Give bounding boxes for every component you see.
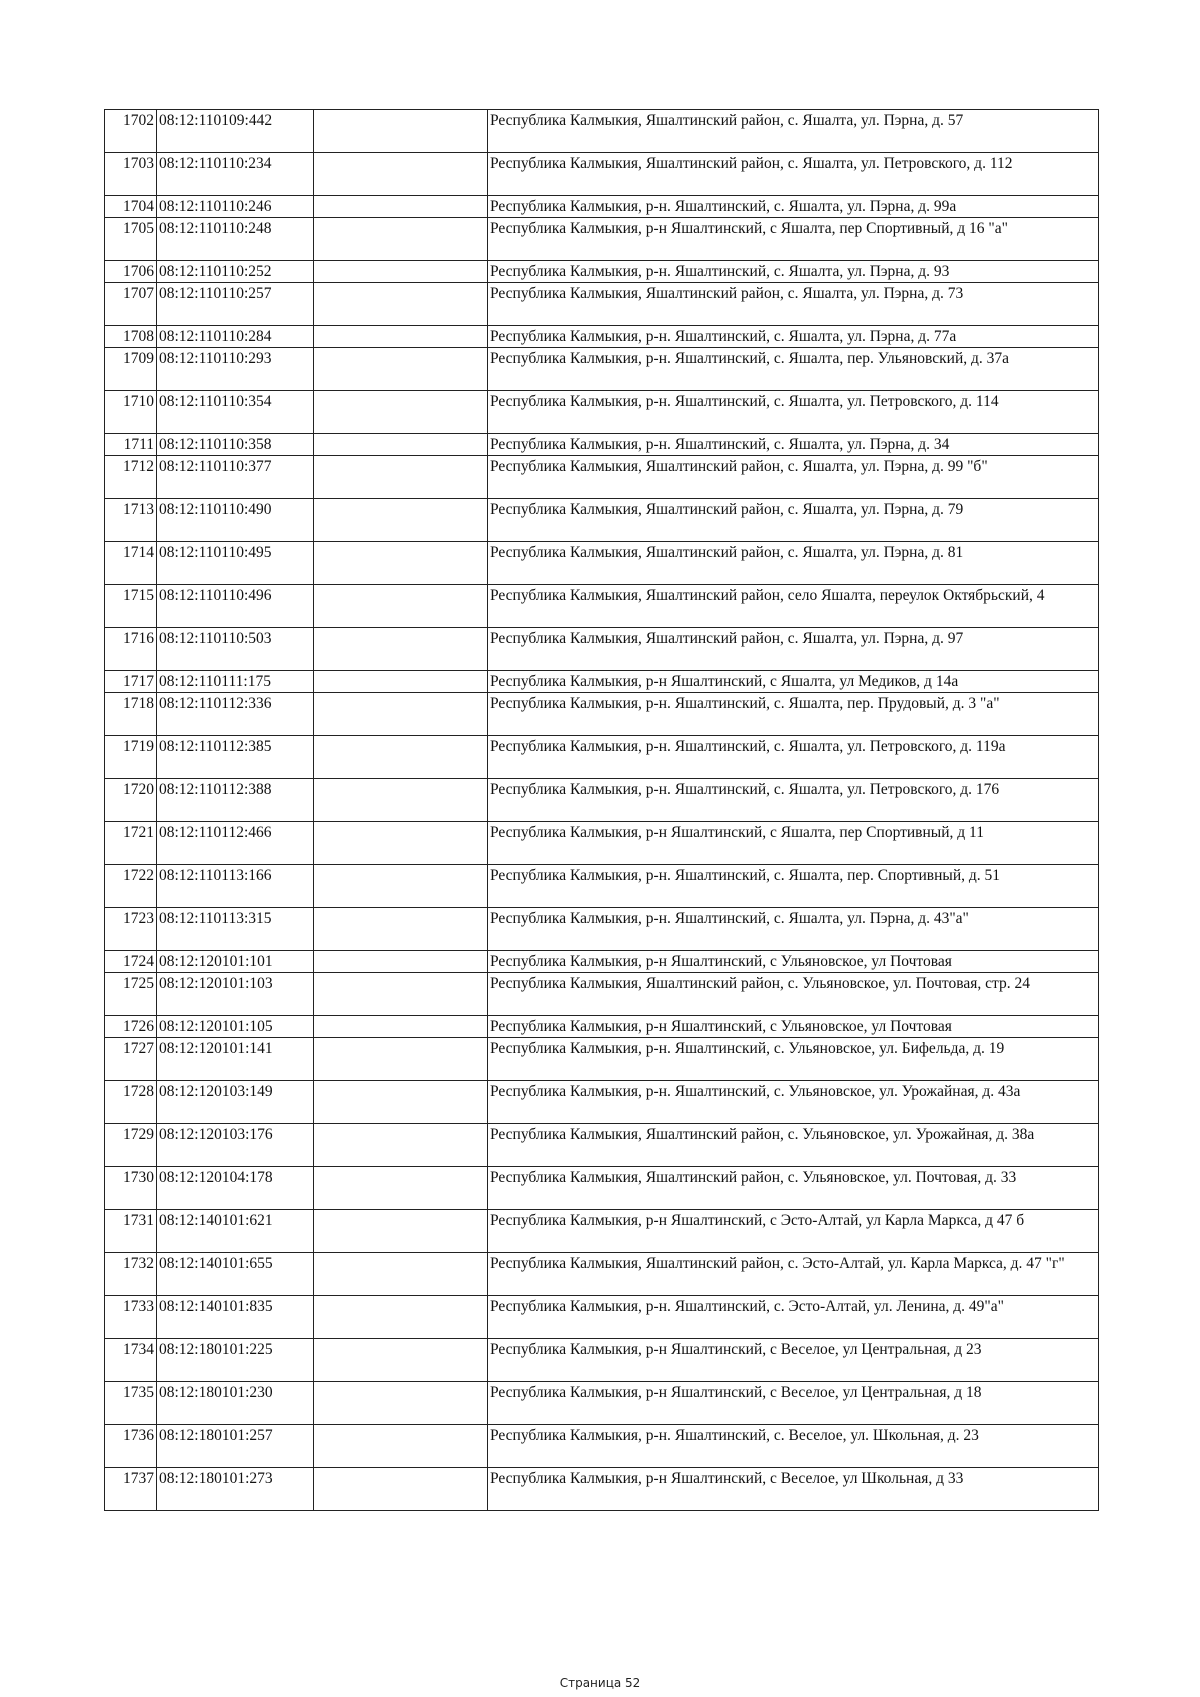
address-cell: Республика Калмыкия, р-н. Яшалтинский, с. Яшалта, ул. Пэрна, д. 43"а"	[488, 908, 1099, 951]
address-cell: Республика Калмыкия, Яшалтинский район, с. Яшалта, ул. Пэрна, д. 79	[488, 499, 1099, 542]
cadastral-number-cell: 08:12:140101:655	[157, 1253, 314, 1296]
empty-cell	[314, 671, 488, 693]
address-cell: Республика Калмыкия, р-н Яшалтинский, с Веселое, ул Центральная, д 18	[488, 1382, 1099, 1425]
empty-cell	[314, 628, 488, 671]
empty-cell	[314, 283, 488, 326]
empty-cell	[314, 1210, 488, 1253]
cadastral-number-cell: 08:12:110113:166	[157, 865, 314, 908]
empty-cell	[314, 218, 488, 261]
row-number-cell: 1702	[105, 110, 157, 153]
cadastral-number-cell: 08:12:110113:315	[157, 908, 314, 951]
table-row	[105, 326, 1099, 348]
row-number-cell: 1718	[105, 693, 157, 736]
registry-table	[104, 109, 1099, 1511]
row-number-cell: 1717	[105, 671, 157, 693]
empty-cell	[314, 1167, 488, 1210]
empty-cell	[314, 326, 488, 348]
row-number-cell: 1705	[105, 218, 157, 261]
address-cell: Республика Калмыкия, р-н Яшалтинский, с Яшалта, пер Спортивный, д 11	[488, 822, 1099, 865]
row-number-cell: 1716	[105, 628, 157, 671]
table-row	[105, 456, 1099, 499]
empty-cell	[314, 499, 488, 542]
address-cell: Республика Калмыкия, р-н Яшалтинский, с Ульяновское, ул Почтовая	[488, 951, 1099, 973]
address-cell: Республика Калмыкия, р-н. Яшалтинский, с. Яшалта, ул. Пэрна, д. 99а	[488, 196, 1099, 218]
cadastral-number-cell: 08:12:110110:490	[157, 499, 314, 542]
table-row	[105, 736, 1099, 779]
address-cell: Республика Калмыкия, р-н Яшалтинский, с Веселое, ул Школьная, д 33	[488, 1468, 1099, 1511]
table-row	[105, 973, 1099, 1016]
row-number-cell: 1713	[105, 499, 157, 542]
table-row	[105, 908, 1099, 951]
empty-cell	[314, 153, 488, 196]
empty-cell	[314, 348, 488, 391]
cadastral-number-cell: 08:12:110110:234	[157, 153, 314, 196]
empty-cell	[314, 585, 488, 628]
table-row	[105, 951, 1099, 973]
table-row	[105, 542, 1099, 585]
address-cell: Республика Калмыкия, р-н Яшалтинский, с Эсто-Алтай, ул Карла Маркса, д 47 б	[488, 1210, 1099, 1253]
cadastral-number-cell: 08:12:110112:336	[157, 693, 314, 736]
cadastral-number-cell: 08:12:110110:248	[157, 218, 314, 261]
cadastral-number-cell: 08:12:110110:358	[157, 434, 314, 456]
address-cell: Республика Калмыкия, р-н. Яшалтинский, с. Эсто-Алтай, ул. Ленина, д. 49"а"	[488, 1296, 1099, 1339]
address-cell: Республика Калмыкия, р-н. Яшалтинский, с. Яшалта, ул. Пэрна, д. 34	[488, 434, 1099, 456]
row-number-cell: 1732	[105, 1253, 157, 1296]
address-cell: Республика Калмыкия, р-н. Яшалтинский, с. Яшалта, ул. Петровского, д. 114	[488, 391, 1099, 434]
empty-cell	[314, 456, 488, 499]
row-number-cell: 1722	[105, 865, 157, 908]
cadastral-number-cell: 08:12:120103:176	[157, 1124, 314, 1167]
address-cell: Республика Калмыкия, р-н. Яшалтинский, с. Веселое, ул. Школьная, д. 23	[488, 1425, 1099, 1468]
table-row	[105, 283, 1099, 326]
empty-cell	[314, 1016, 488, 1038]
table-row	[105, 1167, 1099, 1210]
empty-cell	[314, 693, 488, 736]
address-cell: Республика Калмыкия, р-н Яшалтинский, с Яшалта, пер Спортивный, д 16 "а"	[488, 218, 1099, 261]
address-cell: Республика Калмыкия, Яшалтинский район, с. Яшалта, ул. Пэрна, д. 99 "б"	[488, 456, 1099, 499]
empty-cell	[314, 1038, 488, 1081]
table-row	[105, 671, 1099, 693]
empty-cell	[314, 1124, 488, 1167]
row-number-cell: 1729	[105, 1124, 157, 1167]
page-number-label: Страница 52	[559, 1676, 641, 1690]
cadastral-number-cell: 08:12:110110:377	[157, 456, 314, 499]
empty-cell	[314, 908, 488, 951]
row-number-cell: 1726	[105, 1016, 157, 1038]
row-number-cell: 1723	[105, 908, 157, 951]
empty-cell	[314, 1425, 488, 1468]
address-cell: Республика Калмыкия, Яшалтинский район, с. Яшалта, ул. Петровского, д. 112	[488, 153, 1099, 196]
table-row	[105, 1016, 1099, 1038]
cadastral-number-cell: 08:12:110110:257	[157, 283, 314, 326]
empty-cell	[314, 973, 488, 1016]
row-number-cell: 1733	[105, 1296, 157, 1339]
address-cell: Республика Калмыкия, р-н. Яшалтинский, с. Яшалта, ул. Пэрна, д. 93	[488, 261, 1099, 283]
cadastral-number-cell: 08:12:120103:149	[157, 1081, 314, 1124]
table-row	[105, 1425, 1099, 1468]
address-cell: Республика Калмыкия, р-н Яшалтинский, с Веселое, ул Центральная, д 23	[488, 1339, 1099, 1382]
empty-cell	[314, 779, 488, 822]
cadastral-number-cell: 08:12:120101:103	[157, 973, 314, 1016]
cadastral-number-cell: 08:12:110110:252	[157, 261, 314, 283]
cadastral-number-cell: 08:12:120101:105	[157, 1016, 314, 1038]
cadastral-number-cell: 08:12:180101:257	[157, 1425, 314, 1468]
address-cell: Республика Калмыкия, Яшалтинский район, с. Яшалта, ул. Пэрна, д. 97	[488, 628, 1099, 671]
cadastral-number-cell: 08:12:140101:621	[157, 1210, 314, 1253]
table-row	[105, 822, 1099, 865]
row-number-cell: 1720	[105, 779, 157, 822]
table-row	[105, 434, 1099, 456]
table-row	[105, 779, 1099, 822]
empty-cell	[314, 822, 488, 865]
table-row	[105, 1468, 1099, 1511]
address-cell: Республика Калмыкия, р-н Яшалтинский, с Ульяновское, ул Почтовая	[488, 1016, 1099, 1038]
empty-cell	[314, 1081, 488, 1124]
row-number-cell: 1714	[105, 542, 157, 585]
cadastral-number-cell: 08:12:120104:178	[157, 1167, 314, 1210]
address-cell: Республика Калмыкия, р-н. Яшалтинский, с. Ульяновское, ул. Бифельда, д. 19	[488, 1038, 1099, 1081]
table-row	[105, 348, 1099, 391]
empty-cell	[314, 434, 488, 456]
cadastral-number-cell: 08:12:110110:354	[157, 391, 314, 434]
address-cell: Республика Калмыкия, р-н. Яшалтинский, с. Яшалта, ул. Пэрна, д. 77а	[488, 326, 1099, 348]
empty-cell	[314, 1253, 488, 1296]
address-cell: Республика Калмыкия, р-н. Яшалтинский, с. Яшалта, пер. Прудовый, д. 3 "а"	[488, 693, 1099, 736]
table-row	[105, 693, 1099, 736]
row-number-cell: 1715	[105, 585, 157, 628]
table-row	[105, 196, 1099, 218]
table-row	[105, 218, 1099, 261]
table-row	[105, 628, 1099, 671]
table-row	[105, 1210, 1099, 1253]
empty-cell	[314, 736, 488, 779]
row-number-cell: 1735	[105, 1382, 157, 1425]
row-number-cell: 1704	[105, 196, 157, 218]
row-number-cell: 1703	[105, 153, 157, 196]
address-cell: Республика Калмыкия, Яшалтинский район, с. Яшалта, ул. Пэрна, д. 57	[488, 110, 1099, 153]
table-row	[105, 1382, 1099, 1425]
address-cell: Республика Калмыкия, Яшалтинский район, с. Яшалта, ул. Пэрна, д. 73	[488, 283, 1099, 326]
empty-cell	[314, 1296, 488, 1339]
cadastral-number-cell: 08:12:180101:230	[157, 1382, 314, 1425]
row-number-cell: 1709	[105, 348, 157, 391]
cadastral-number-cell: 08:12:110112:385	[157, 736, 314, 779]
row-number-cell: 1737	[105, 1468, 157, 1511]
cadastral-number-cell: 08:12:180101:273	[157, 1468, 314, 1511]
table-row	[105, 110, 1099, 153]
address-cell: Республика Калмыкия, р-н. Яшалтинский, с. Яшалта, ул. Петровского, д. 176	[488, 779, 1099, 822]
row-number-cell: 1706	[105, 261, 157, 283]
address-cell: Республика Калмыкия, Яшалтинский район, с. Ульяновское, ул. Почтовая, д. 33	[488, 1167, 1099, 1210]
table-row	[105, 153, 1099, 196]
table-row	[105, 261, 1099, 283]
address-cell: Республика Калмыкия, р-н. Яшалтинский, с. Ульяновское, ул. Урожайная, д. 43а	[488, 1081, 1099, 1124]
empty-cell	[314, 542, 488, 585]
cadastral-number-cell: 08:12:110112:466	[157, 822, 314, 865]
table-row	[105, 1296, 1099, 1339]
registry-table-body	[105, 110, 1099, 1511]
empty-cell	[314, 951, 488, 973]
cadastral-number-cell: 08:12:110112:388	[157, 779, 314, 822]
empty-cell	[314, 196, 488, 218]
cadastral-number-cell: 08:12:120101:101	[157, 951, 314, 973]
address-cell: Республика Калмыкия, Яшалтинский район, с. Эсто-Алтай, ул. Карла Маркса, д. 47 "г"	[488, 1253, 1099, 1296]
row-number-cell: 1736	[105, 1425, 157, 1468]
empty-cell	[314, 1339, 488, 1382]
address-cell: Республика Калмыкия, р-н. Яшалтинский, с. Яшалта, ул. Петровского, д. 119а	[488, 736, 1099, 779]
address-cell: Республика Калмыкия, Яшалтинский район, село Яшалта, переулок Октябрьский, 4	[488, 585, 1099, 628]
cadastral-number-cell: 08:12:180101:225	[157, 1339, 314, 1382]
address-cell: Республика Калмыкия, р-н Яшалтинский, с Яшалта, ул Медиков, д 14а	[488, 671, 1099, 693]
cadastral-number-cell: 08:12:110110:495	[157, 542, 314, 585]
empty-cell	[314, 1382, 488, 1425]
row-number-cell: 1725	[105, 973, 157, 1016]
row-number-cell: 1734	[105, 1339, 157, 1382]
empty-cell	[314, 1468, 488, 1511]
row-number-cell: 1708	[105, 326, 157, 348]
table-row	[105, 1038, 1099, 1081]
cadastral-number-cell: 08:12:120101:141	[157, 1038, 314, 1081]
table-row	[105, 391, 1099, 434]
row-number-cell: 1721	[105, 822, 157, 865]
address-cell: Республика Калмыкия, Яшалтинский район, с. Яшалта, ул. Пэрна, д. 81	[488, 542, 1099, 585]
address-cell: Республика Калмыкия, Яшалтинский район, с. Ульяновское, ул. Почтовая, стр. 24	[488, 973, 1099, 1016]
row-number-cell: 1712	[105, 456, 157, 499]
table-row	[105, 1124, 1099, 1167]
table-row	[105, 1339, 1099, 1382]
table-row	[105, 499, 1099, 542]
row-number-cell: 1724	[105, 951, 157, 973]
table-row	[105, 1253, 1099, 1296]
row-number-cell: 1707	[105, 283, 157, 326]
cadastral-number-cell: 08:12:110110:293	[157, 348, 314, 391]
row-number-cell: 1728	[105, 1081, 157, 1124]
table-row	[105, 1081, 1099, 1124]
cadastral-number-cell: 08:12:110110:503	[157, 628, 314, 671]
empty-cell	[314, 110, 488, 153]
table-row	[105, 865, 1099, 908]
table-row	[105, 585, 1099, 628]
cadastral-number-cell: 08:12:110109:442	[157, 110, 314, 153]
cadastral-number-cell: 08:12:140101:835	[157, 1296, 314, 1339]
empty-cell	[314, 865, 488, 908]
row-number-cell: 1731	[105, 1210, 157, 1253]
row-number-cell: 1719	[105, 736, 157, 779]
empty-cell	[314, 391, 488, 434]
row-number-cell: 1730	[105, 1167, 157, 1210]
address-cell: Республика Калмыкия, Яшалтинский район, с. Ульяновское, ул. Урожайная, д. 38а	[488, 1124, 1099, 1167]
page-footer	[0, 1676, 1200, 1690]
cadastral-number-cell: 08:12:110111:175	[157, 671, 314, 693]
row-number-cell: 1710	[105, 391, 157, 434]
row-number-cell: 1711	[105, 434, 157, 456]
row-number-cell: 1727	[105, 1038, 157, 1081]
address-cell: Республика Калмыкия, р-н. Яшалтинский, с. Яшалта, пер. Спортивный, д. 51	[488, 865, 1099, 908]
address-cell: Республика Калмыкия, р-н. Яшалтинский, с. Яшалта, пер. Ульяновский, д. 37а	[488, 348, 1099, 391]
cadastral-number-cell: 08:12:110110:496	[157, 585, 314, 628]
cadastral-number-cell: 08:12:110110:246	[157, 196, 314, 218]
empty-cell	[314, 261, 488, 283]
cadastral-number-cell: 08:12:110110:284	[157, 326, 314, 348]
